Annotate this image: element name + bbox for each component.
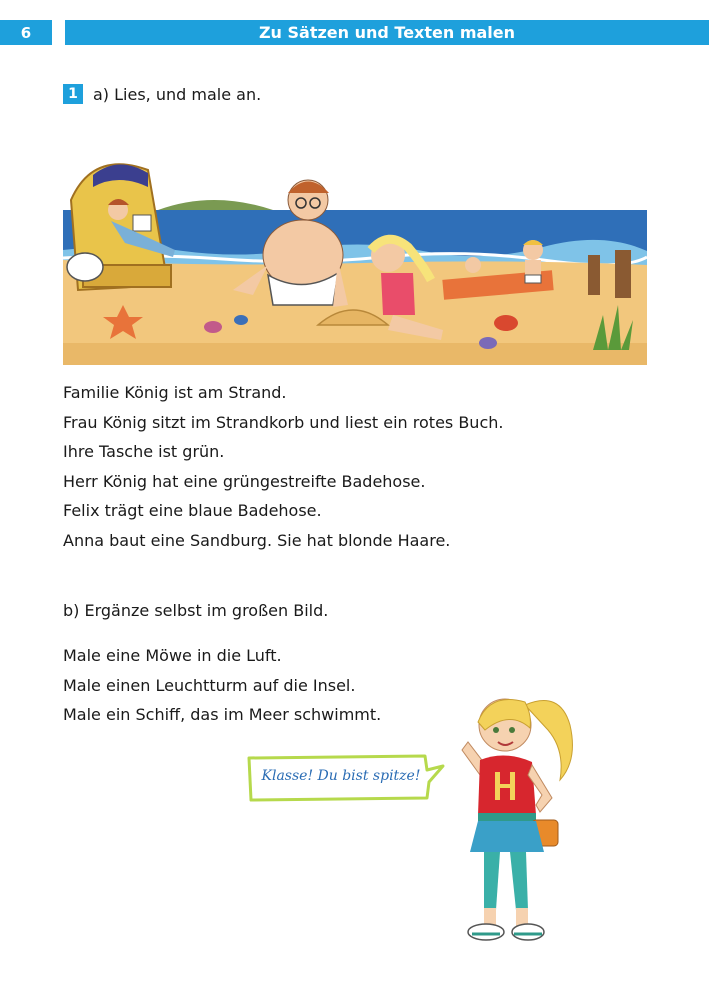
wooden-post bbox=[615, 250, 631, 298]
shell bbox=[479, 337, 497, 349]
text-line: Familie König ist am Strand. bbox=[63, 383, 287, 402]
text-line: Male einen Leuchtturm auf die Insel. bbox=[63, 675, 356, 695]
page-number: 6 bbox=[0, 20, 52, 45]
wooden-post bbox=[588, 255, 600, 295]
speech-bubble-text: Klasse! Du bist spitze! bbox=[261, 768, 421, 784]
text-line: Felix trägt eine blaue Badehose. bbox=[63, 501, 322, 520]
text-line: Male ein Schiff, das im Meer schwimmt. bbox=[63, 705, 382, 724]
bag bbox=[67, 253, 103, 281]
task-heading bbox=[63, 84, 261, 104]
text-line: Male eine Möwe in die Luft. bbox=[63, 646, 282, 665]
text-line: Anna baut eine Sandburg. Sie hat blonde Haare. bbox=[63, 530, 451, 550]
text-line: Frau König sitzt im Strandkorb und liest ein rotes Buch. bbox=[63, 412, 504, 432]
girl-mascot-illustration bbox=[440, 680, 585, 960]
text-block-a bbox=[63, 378, 503, 555]
task-instruction-a: a) Lies, und male an. bbox=[93, 84, 262, 104]
shell bbox=[204, 321, 222, 333]
page-title: Zu Sätzen und Texten malen bbox=[65, 20, 709, 45]
task-instruction-b: b) Ergänze selbst im großen Bild. bbox=[63, 601, 329, 620]
text-line: Ihre Tasche ist grün. bbox=[63, 442, 225, 461]
beach-scene-illustration bbox=[63, 155, 647, 365]
shell bbox=[234, 315, 248, 325]
crab bbox=[494, 315, 518, 331]
task-number-badge: 1 bbox=[63, 84, 83, 104]
book bbox=[133, 215, 151, 231]
text-line: Herr König hat eine grüngestreifte Badehose. bbox=[63, 471, 426, 491]
text-block-b bbox=[63, 641, 381, 730]
